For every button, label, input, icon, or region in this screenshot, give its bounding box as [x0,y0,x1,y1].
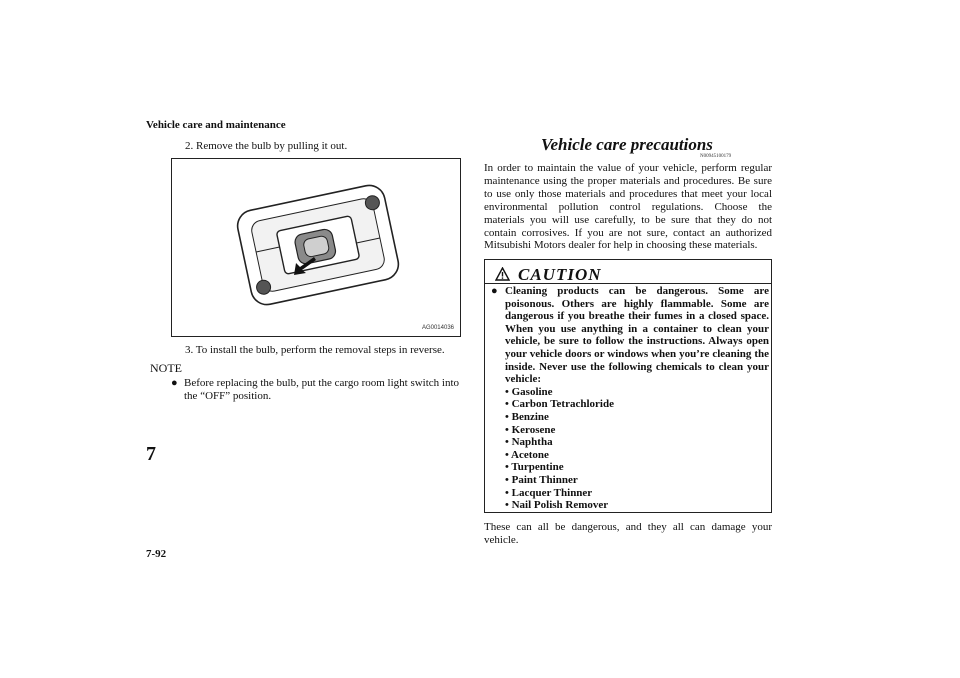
warning-triangle-icon [495,267,510,281]
caution-label: CAUTION [518,265,602,284]
step-3: 3. To install the bulb, perform the removal steps in reverse. [185,344,445,356]
list-item: • Carbon Tetrachloride [505,398,614,411]
chapter-tab: 7 [146,443,156,465]
bullet-icon: ● [491,285,498,297]
cargo-light-illustration [172,159,460,336]
caution-box [484,259,772,513]
step-2: 2. Remove the bulb by pulling it out. [185,140,348,152]
bulb-removal-figure [171,158,461,337]
closing-paragraph: These can all be dangerous, and they all can damage your vehicle. [484,521,772,546]
doc-code: N00945100179 [700,154,732,159]
section-title: Vehicle care precautions [541,135,713,154]
note-label: NOTE [150,361,182,375]
figure-code: AG0014036 [421,325,454,331]
caution-heading [495,265,602,285]
running-header: Vehicle care and maintenance [146,119,286,131]
page-number: 7-92 [146,548,167,560]
chemical-list [505,386,769,512]
note-item [171,377,463,403]
intro-paragraph: In order to maintain the value of your vehicle, perform regular maintenance using the proper materials and procedures. Be sure to use only those materials and procedures that meet your local environmental pollution control regulations. Choose the materials you will use carefully, to be sure that they do not contain corrosives. If you are not sure, contact an authorized Mitsubishi Motors dealer for help in choosing these materials. [484,162,772,252]
bullet-icon: ● [171,377,178,389]
list-item: • Acetone [505,448,549,461]
list-item: • Kerosene [505,423,556,436]
caution-body [491,285,769,512]
list-item: • Nail Polish Remover [505,499,609,512]
list-item: • Lacquer Thinner [505,486,593,499]
divider [485,283,771,284]
list-item: • Naphtha [505,436,553,449]
list-item: • Gasoline [505,385,553,398]
list-item: • Benzine [505,410,549,423]
caution-text: Cleaning products can be dangerous. Some are poisonous. Others are highly flammable. Some are dangerous if you breathe their fumes in a closed space. When you use anything in a container to clean your vehicle, be sure to follow the instructions. Always open your vehicle doors or windows when you’re cleaning the inside. Never use the following chemicals to clean your vehicle: [505,285,769,386]
note-text: Before replacing the bulb, put the cargo room light switch into the “OFF” position. [184,377,460,402]
list-item: • Paint Thinner [505,473,578,486]
list-item: • Turpentine [505,461,564,474]
